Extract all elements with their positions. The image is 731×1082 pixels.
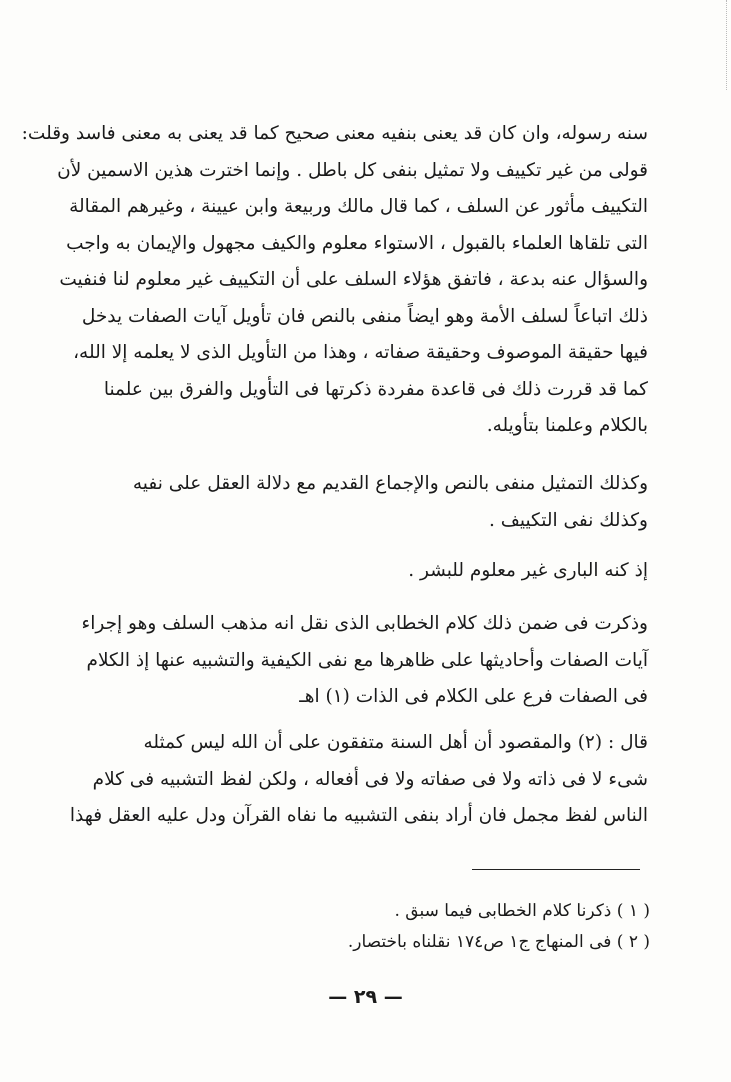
text-line: وكذلك نفى التكييف . [488,509,648,531]
page-edge [724,0,727,90]
text-line: قال : (٢) والمقصود أن أهل السنة متفقون على أن الله ليس كمثله [143,732,648,753]
paragraph-3 [108,553,648,590]
paragraph-4 [81,606,648,716]
footnote-2: ( ٢ ) فى المنهاج ج١ ص١٧٤ نقلناه باختصار. [347,932,650,952]
text-line: التى تلقاها العلماء بالقبول ، الاستواء معلوم والكيف مجهول والإيمان به واجب [66,232,648,254]
text-line: شىء لا فى ذاته ولا فى صفاته ولا فى أفعاله ، ولكن لفظ التشبيه فى كلام [92,768,648,790]
text-line: وكذلك التمثيل منفى بالنص والإجماع القديم مع دلالة العقل على نفيه [132,473,648,494]
text-line: الناس لفظ مجمل فان أراد بنفى التشبيه ما نفاه القرآن ودل عليه العقل فهذا [69,805,648,826]
text-line: قولى من غير تكييف ولا تمثيل بنفى كل باطل . وإنما اخترت هذين الاسمين لأن [57,159,648,181]
text-line: سنه رسوله، وان كان قد يعنى بنفيه معنى صحيح كما قد يعنى به معنى فاسد وقلت: [21,123,648,144]
text-line: بالكلام وعلمنا بتأويله. [486,415,648,436]
text-line: ذلك اتباعاً لسلف الأمة وهو ايضاً منفى بالنص فان تأويل آيات الصفات يدخل [81,305,648,327]
paragraph-1 [21,116,648,445]
text-line: آيات الصفات وأحاديثها على ظاهرها مع نفى الكيفية والتشبيه عنها إذ الكلام [86,649,648,671]
text-line: وذكرت فى ضمن ذلك كلام الخطابى الذى نقل انه مذهب السلف وهو إجراء [81,613,648,634]
footnotes [260,896,650,958]
footnote-1: ( ١ ) ذكرنا كلام الخطابى فيما سبق . [394,901,650,921]
footnote-divider [472,869,640,870]
text-line: التكييف مأثور عن السلف ، كما قال مالك وربيعة وابن عيينة ، وغيرهم المقالة [69,196,648,217]
text-line: فيها حقيقة الموصوف وحقيقة صفاته ، وهذا من التأويل الذى لا يعلمه إلا الله، [73,342,648,363]
paragraph-2 [108,466,648,539]
page-number: — ٢٩ — [328,986,403,1008]
text-line: إذ كنه البارى غير معلوم للبشر . [408,560,648,581]
text-line: والسؤال عنه بدعة ، فاتفق هؤلاء السلف على أن التكييف غير معلوم لنا فنفيت [59,269,648,290]
paragraph-5 [69,725,648,835]
text-line: كما قد قررت ذلك فى قاعدة مفردة ذكرتها فى التأويل والفرق بين علمنا [103,378,648,400]
text-line: فى الصفات فرع على الكلام فى الذات (١) اهـ [299,686,648,707]
